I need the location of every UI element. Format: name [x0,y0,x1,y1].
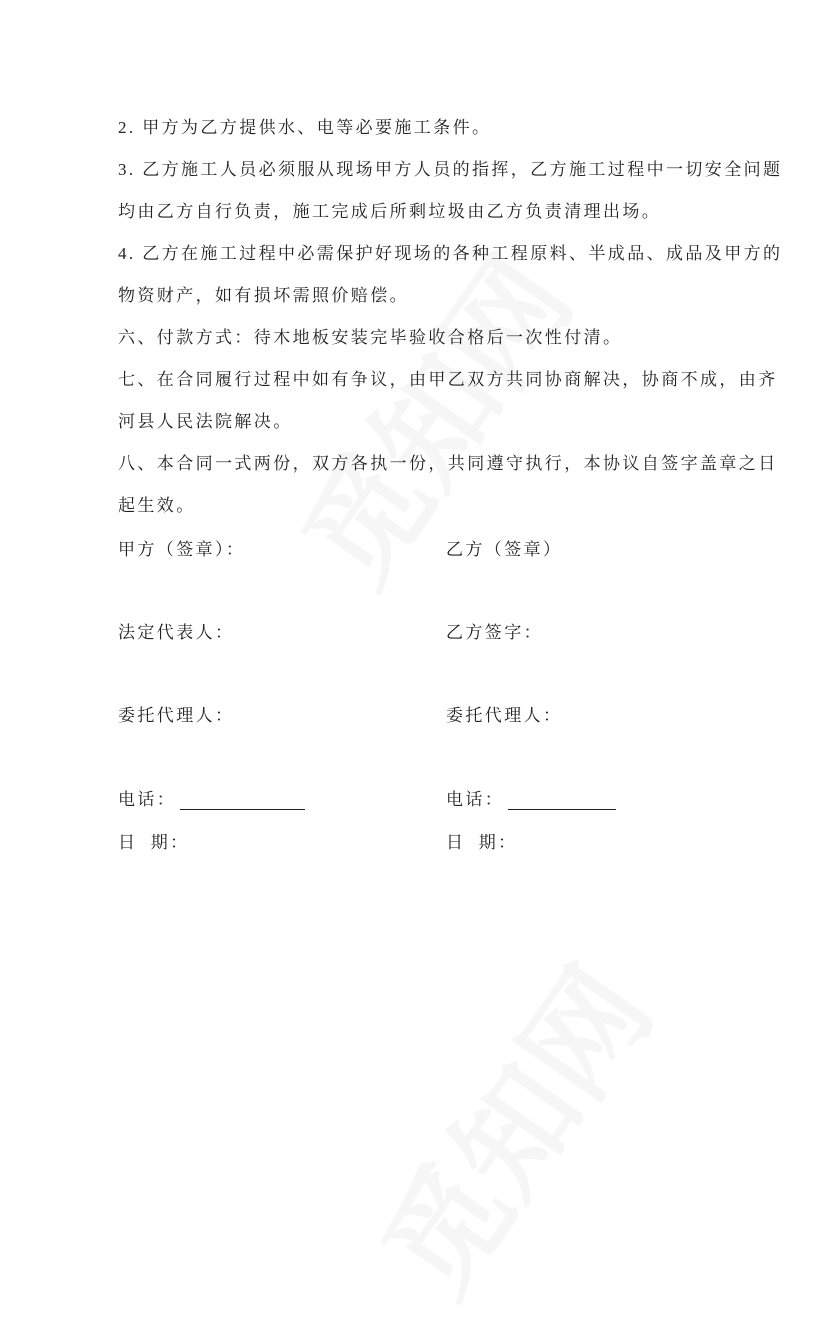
party-a-agent-label: 委托代理人： [118,706,235,725]
party-a-date-label: 日 期： [118,833,190,852]
party-a-phone [118,790,305,810]
party-b-signature-label: 乙方签字： [446,623,543,642]
clause-line: 河县人民法院解决。 [118,412,293,431]
clause-line: 起生效。 [118,496,196,515]
watermark [336,929,683,1323]
clause-line: 七、在合同履行过程中如有争议，由甲乙双方共同协商解决，协商不成，由齐 [118,370,778,389]
clause-line: 物资财产，如有损坏需照价赔偿。 [118,286,409,305]
clause-line: 4. 乙方在施工过程中必需保护好现场的各种工程原料、半成品、成品及甲方的 [118,244,783,263]
clause-line: 六、付款方式：待木地板安装完毕验收合格后一次性付清。 [118,328,623,347]
phone-blank-line [180,791,305,810]
party-a-seal-label: 甲方（签章）： [118,540,246,559]
party-a-legal-rep-label: 法定代表人： [118,623,235,642]
phone-label: 电话： [446,790,505,809]
party-b-agent-label: 委托代理人： [446,706,563,725]
clause-line: 均由乙方自行负责，施工完成后所剩垃圾由乙方负责清理出场。 [118,202,662,221]
party-b-seal-label: 乙方（签章） [446,540,563,559]
phone-label: 电话： [118,790,177,809]
clause-line: 3. 乙方施工人员必须服从现场甲方人员的指挥，乙方施工过程中一切安全问题 [118,160,783,179]
clause-line: 八、本合同一式两份，双方各执一份，共同遵守执行，本协议自签字盖章之日 [118,454,778,473]
party-b-date-label: 日 期： [446,833,518,852]
phone-blank-line [508,791,616,810]
party-b-phone [446,790,616,810]
clause-line: 2. 甲方为乙方提供水、电等必要施工条件。 [118,118,492,137]
